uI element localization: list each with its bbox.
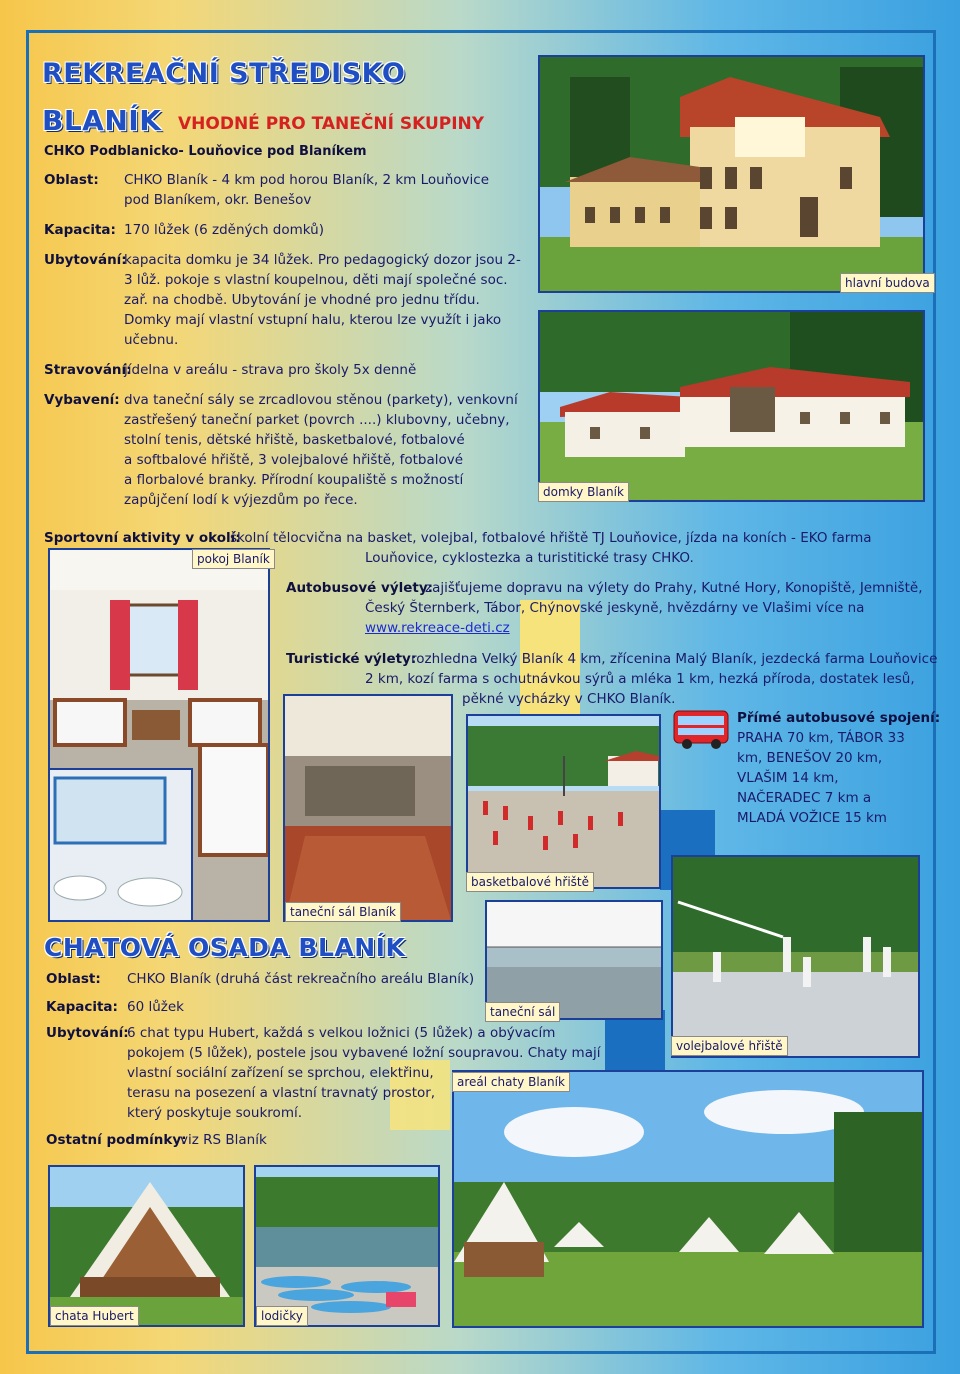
ubytovani-text: Domky mají vlastní vstupní halu, kterou lze využít i jako: [124, 312, 502, 328]
stravovani-text: jídelna v areálu - strava pro školy 5x denně: [124, 362, 417, 378]
stravovani-label: Stravování:: [44, 362, 132, 378]
caption-tanecni-sal: taneční sál Blaník: [285, 902, 401, 922]
direct-bus-text: PRAHA 70 km, TÁBOR 33: [737, 730, 905, 746]
kapacita-label: Kapacita:: [44, 222, 116, 238]
chatova-ubyt-text: terasu na posezení a vlastní travnatý prostor,: [127, 1085, 436, 1101]
ostatni-label: Ostatní podmínky:: [46, 1132, 187, 1148]
chatova-oblast-label: Oblast:: [46, 971, 101, 987]
vybaveni-text: zapůjčení lodí k výjezdům po řece.: [124, 492, 358, 508]
ubytovani-text: kapacita domku je 34 lůžek. Pro pedagogický dozor jsou 2-: [124, 252, 521, 268]
photo-chata-hubert: [48, 1165, 245, 1327]
title-line-1: REKREAČNÍ STŘEDISKO: [42, 58, 406, 89]
caption-chata-hubert: chata Hubert: [50, 1306, 139, 1326]
direct-bus-text: VLAŠIM 14 km,: [737, 770, 839, 786]
photo-hlavni-budova: [538, 55, 925, 293]
direct-bus-label: Přímé autobusové spojení:: [737, 710, 941, 726]
website-link[interactable]: www.rekreace-deti.cz: [365, 620, 510, 636]
vybaveni-text: a florbalové branky. Přírodní koupaliště s možností: [124, 472, 464, 488]
tour-text: rozhledna Velký Blaník 4 km, zřícenina Malý Blaník, jezdecká farma Louňovice: [411, 651, 938, 667]
ubytovani-text: učebnu.: [124, 332, 179, 348]
ostatni-text: viz RS Blaník: [180, 1132, 267, 1148]
photo-volejbal: [671, 855, 920, 1058]
caption-domky: domky Blaník: [538, 482, 629, 502]
bus-trips-text: zajišťujeme dopravu na výlety do Prahy, Kutné Hory, Konopiště, Jemniště,: [425, 580, 923, 596]
vybaveni-text: zastřešený taneční parket (povrch ....) klubovny, učebny,: [124, 412, 510, 428]
location: CHKO Podblanicko- Louňovice pod Blaníkem: [44, 144, 367, 159]
oblast-text: CHKO Blaník - 4 km pod horou Blaník, 2 km Louňovice: [124, 172, 489, 188]
chatova-ubyt-label: Ubytování:: [46, 1025, 129, 1041]
chatova-ubyt-text: který poskytuje soukromí.: [127, 1105, 303, 1121]
caption-hlavni-budova: hlavní budova: [840, 273, 935, 293]
ubytovani-label: Ubytování:: [44, 252, 127, 268]
sport-text: Louňovice, cyklostezka a turistitické trasy CHKO.: [365, 550, 694, 566]
kapacita-text: 170 lůžek (6 zděných domků): [124, 222, 324, 238]
direct-bus-text: km, BENEŠOV 20 km,: [737, 750, 883, 766]
photo-domky-blanik: [538, 310, 925, 502]
direct-bus-text: MLADÁ VOŽICE 15 km: [737, 810, 887, 826]
chatova-ubyt-text: vlastní sociální zařízení se sprchou, elektřinu,: [127, 1065, 434, 1081]
caption-pokoj: pokoj Blaník: [192, 549, 275, 569]
direct-bus-text: NAČERADEC 7 km a: [737, 790, 872, 806]
title-line-2: BLANÍK: [42, 104, 162, 137]
tour-text: pěkné vycházky v CHKO Blaník.: [462, 691, 676, 707]
caption-tanecni-sal-2: taneční sál: [485, 1002, 560, 1022]
photo-koupelna: [48, 768, 193, 922]
vybaveni-text: dva taneční sály se zrcadlovou stěnou (parkety), venkovní: [124, 392, 518, 408]
ubytovani-text: 3 lůž. pokoje s vlastní koupelnou, děti mají společné soc.: [124, 272, 508, 288]
ubytovani-text: zař. na chodbě. Ubytování je vhodné pro jednu třídu.: [124, 292, 480, 308]
chatova-ubyt-text: pokojem (5 lůžek), postele jsou vybavené ložní soupravou. Chaty mají: [127, 1045, 601, 1061]
chatova-title: CHATOVÁ OSADA BLANÍK: [44, 933, 406, 962]
vybaveni-text: a softbalové hřiště, 3 volejbalové hřiště, fotbalové: [124, 452, 464, 468]
chatova-kapacita-label: Kapacita:: [46, 999, 118, 1015]
photo-basketbal: [466, 714, 661, 889]
photo-lodicky: [254, 1165, 440, 1327]
caption-areal: areál chaty Blaník: [452, 1072, 570, 1092]
photo-areal-chaty: [452, 1070, 924, 1328]
photo-tanecni-sal: [283, 694, 453, 922]
chatova-ubyt-text: 6 chat typu Hubert, každá s velkou ložnici (5 lůžek) a obývacím: [127, 1025, 556, 1041]
bus-trips-label: Autobusové výlety:: [286, 580, 434, 596]
oblast-label: Oblast:: [44, 172, 99, 188]
bus-trips-text: Český Šternberk, Tábor, Chýnovské jeskyně, hvězdárny ve Vlašimi více na: [365, 600, 865, 616]
vybaveni-text: stolní tenis, dětské hřiště, basketbalové, fotbalové: [124, 432, 465, 448]
sport-label: Sportovní aktivity v okolí:: [44, 530, 241, 546]
bus-icon: [672, 709, 730, 751]
sport-text: školní tělocvična na basket, volejbal, fotbalové hřiště TJ Louňovice, jízda na koních - EKO farma: [230, 530, 872, 546]
subtitle: VHODNÉ PRO TANEČNÍ SKUPINY: [178, 114, 485, 134]
oblast-text: pod Blaníkem, okr. Benešov: [124, 192, 312, 208]
chatova-kapacita-text: 60 lůžek: [127, 999, 184, 1015]
caption-lodicky: lodičky: [256, 1306, 308, 1326]
tour-text: 2 km, kozí farma s ochutnávkou sýrů a mléka 1 km, hezká příroda, dostatek lesů,: [365, 671, 915, 687]
caption-basketbal: basketbalové hřiště: [466, 872, 594, 892]
tour-label: Turistické výlety:: [286, 651, 417, 667]
chatova-oblast-text: CHKO Blaník (druhá část rekreačního areálu Blaník): [127, 971, 475, 987]
vybaveni-label: Vybavení:: [44, 392, 120, 408]
caption-volejbal: volejbalové hřiště: [671, 1036, 788, 1056]
